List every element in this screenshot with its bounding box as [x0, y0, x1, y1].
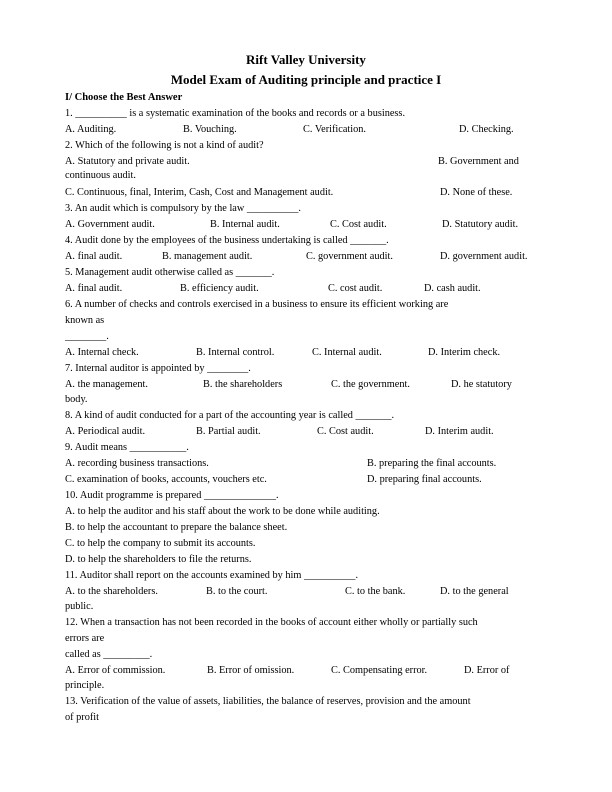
question-1-text: 1. __________ is a systematic examination of the books and records or a business.: [65, 108, 406, 119]
question-5-text: 5. Management audit otherwise called as _______.: [65, 267, 275, 278]
q12-option-b: B. Error of omission.: [207, 665, 295, 676]
question-6-blank: ________.: [65, 331, 109, 342]
q4-option-c: C. government audit.: [306, 251, 393, 262]
q7-option-b: B. the shareholders: [203, 379, 283, 390]
question-10-text: 10. Audit programme is prepared ______________.: [65, 490, 279, 501]
q7-option-d-cont: body.: [65, 394, 88, 405]
question-12-text: 12. When a transaction has not been recorded in the books of account either wholly or partially such: [65, 617, 478, 628]
question-11-text: 11. Auditor shall report on the accounts examined by him __________.: [65, 570, 359, 581]
question-13-text: 13. Verification of the value of assets, liabilities, the balance of reserves, provision and the amount: [65, 696, 471, 707]
q11-option-b: B. to the court.: [206, 586, 268, 597]
q10-option-b: B. to help the accountant to prepare the balance sheet.: [65, 522, 288, 533]
q9-option-b: B. preparing the final accounts.: [367, 458, 497, 469]
q1-option-d: D. Checking.: [459, 124, 514, 135]
question-6-text: 6. A number of checks and controls exercised in a business to ensure its efficient working are: [65, 299, 449, 310]
q2-option-c: C. Continuous, final, Interim, Cash, Cost and Management audit.: [65, 187, 334, 198]
q6-option-d: D. Interim check.: [428, 347, 501, 358]
q3-option-d: D. Statutory audit.: [442, 219, 519, 230]
exam-title: Model Exam of Auditing principle and practice I: [170, 72, 442, 87]
question-2-text: 2. Which of the following is not a kind of audit?: [65, 140, 264, 151]
q9-option-a: A. recording business transactions.: [65, 458, 209, 469]
q8-option-c: C. Cost audit.: [317, 426, 374, 437]
q6-option-c: C. Internal audit.: [312, 347, 382, 358]
q6-option-b: B. Internal control.: [196, 347, 275, 358]
question-3-text: 3. An audit which is compulsory by the law __________.: [65, 203, 301, 214]
q3-option-a: A. Government audit.: [65, 219, 155, 230]
q2-option-d: D. None of these.: [440, 187, 513, 198]
q8-option-a: A. Periodical audit.: [65, 426, 146, 437]
university-title: Rift Valley University: [246, 52, 366, 67]
q5-option-d: D. cash audit.: [424, 283, 481, 294]
question-9-text: 9. Audit means ___________.: [65, 442, 189, 453]
q12-option-d: D. Error of: [464, 665, 510, 676]
q7-option-c: C. the government.: [331, 379, 410, 390]
q2-option-b: B. Government and: [438, 156, 519, 167]
q4-option-a: A. final audit.: [65, 251, 123, 262]
q12-option-d-cont: principle.: [65, 680, 105, 691]
q11-option-a: A. to the shareholders.: [65, 586, 158, 597]
q1-option-c: C. Verification.: [303, 124, 367, 135]
q7-option-a: A. the management.: [65, 379, 148, 390]
q1-option-b: B. Vouching.: [183, 124, 237, 135]
q12-option-c: C. Compensating error.: [331, 665, 428, 676]
q3-option-b: B. Internal audit.: [210, 219, 280, 230]
q9-option-c: C. examination of books, accounts, vouchers etc.: [65, 474, 267, 485]
q5-option-b: B. efficiency audit.: [180, 283, 259, 294]
section-heading: I/ Choose the Best Answer: [65, 92, 183, 103]
question-12-text-cont-2: called as _________.: [65, 649, 153, 660]
q11-option-d: D. to the general: [440, 586, 509, 597]
q8-option-b: B. Partial audit.: [196, 426, 261, 437]
q10-option-a: A. to help the auditor and his staff about the work to be done while auditing.: [65, 506, 380, 517]
q7-option-d: D. he statutory: [451, 379, 512, 390]
q9-option-d: D. preparing final accounts.: [367, 474, 482, 485]
q8-option-d: D. Interim audit.: [425, 426, 494, 437]
q11-option-c: C. to the bank.: [345, 586, 406, 597]
question-6-text-cont: known as: [65, 315, 105, 326]
q6-option-a: A. Internal check.: [65, 347, 139, 358]
question-13-text-cont: of profit: [65, 712, 100, 723]
q3-option-c: C. Cost audit.: [330, 219, 387, 230]
q4-option-b: B. management audit.: [162, 251, 253, 262]
question-8-text: 8. A kind of audit conducted for a part of the accounting year is called _______.: [65, 410, 395, 421]
question-12-text-cont: errors are: [65, 633, 105, 644]
q2-option-a: A. Statutory and private audit.: [65, 156, 190, 167]
q5-option-a: A. final audit.: [65, 283, 123, 294]
q4-option-d: D. government audit.: [440, 251, 528, 262]
question-7-text: 7. Internal auditor is appointed by ________.: [65, 363, 251, 374]
q5-option-c: C. cost audit.: [328, 283, 383, 294]
q12-option-a: A. Error of commission.: [65, 665, 166, 676]
q11-option-d-cont: public.: [65, 601, 94, 612]
q10-option-c: C. to help the company to submit its accounts.: [65, 538, 256, 549]
q2-option-b-cont: continuous audit.: [65, 170, 136, 181]
q10-option-d: D. to help the shareholders to file the returns.: [65, 554, 252, 565]
q1-option-a: A. Auditing.: [65, 124, 117, 135]
question-4-text: 4. Audit done by the employees of the business undertaking is called _______.: [65, 235, 389, 246]
